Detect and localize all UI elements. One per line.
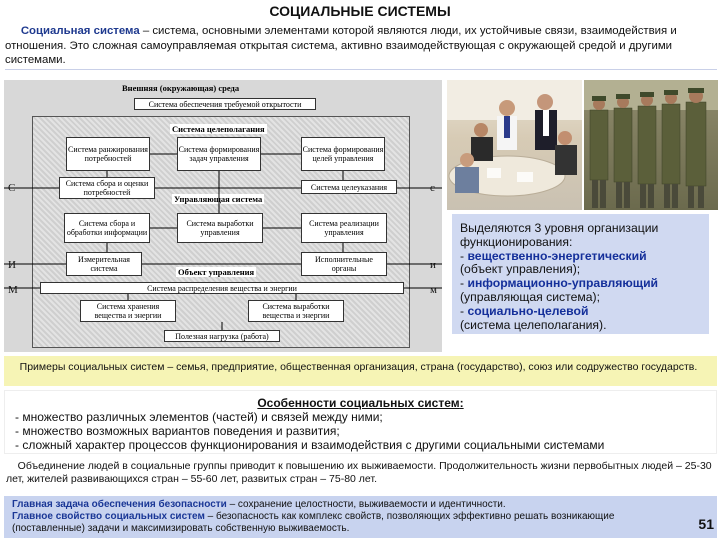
meeting-scene-image [447, 80, 582, 210]
diagram-box-14: Полезная нагрузка (работа) [164, 330, 280, 342]
bottom-line-1-title: Главная задача обеспечения безопасности [12, 499, 227, 510]
diagram-box-10: Исполнительные органы [301, 252, 387, 276]
support-system-box: Система обеспечения требуемой открытости [134, 98, 316, 110]
diagram-box-3: Система формирования целей управления [301, 137, 385, 171]
side-label-left-3: М [8, 284, 18, 296]
bottom-summary [4, 496, 717, 538]
features-section [4, 390, 717, 454]
bottom-line-2 [12, 511, 672, 535]
side-label-right-2: и [430, 259, 436, 271]
side-label-right-1: с [430, 182, 435, 194]
features-list [5, 410, 716, 452]
levels-intro: Выделяются 3 уровня организации функционирования: [460, 221, 659, 249]
union-text: Объединение людей в социальные группы приводит к повышению их выживаемости. Продолжительность жизни первобытных людей – 25-30 лет, жителей развивающихся стран – 55-60 лет, развитых стран – 75-80 лет. [6, 460, 712, 485]
bottom-line-1 [12, 499, 717, 511]
levels-item-3-name: социально-целевой [467, 303, 589, 318]
levels-item-1: - вещественно-энергетический [460, 248, 647, 263]
social-system-diagram [4, 80, 442, 352]
intro-text: – система, основными элементами которой являются люди, их устойчивые связи, взаимодействия и отношения. Это сложная самоуправляемая открытая система, активно взаимодействующая с окружающей средой и другими системами. [5, 25, 677, 66]
bottom-line-1-text: – сохранение целостности, выживаемости и идентичности. [226, 499, 506, 510]
goal-system-label: Система целеполагания [172, 124, 265, 134]
levels-box [452, 214, 709, 334]
bottom-line-2-title: Главное свойство социальных систем [12, 511, 205, 522]
levels-item-3: - социально-целевой [460, 303, 589, 318]
features-item: - множество возможных вариантов поведения и развития; [15, 424, 340, 438]
diagram-box-5: Система целеуказания [301, 180, 397, 194]
diagram-box-6: Система сбора и обработки информации [64, 213, 150, 243]
control-system-label: Управляющая система [174, 194, 263, 204]
features-heading-text: Особенности социальных систем [257, 396, 460, 410]
photo-meeting [447, 80, 582, 210]
photo-soldiers [584, 80, 718, 210]
control-object-label: Объект управления [178, 267, 255, 277]
diagram-box-12: Система хранения вещества и энергии [80, 300, 176, 322]
bottom-line-2-text: – безопасность как комплекс свойств, позволяющих эффективно решать возникающие (поставленные) задачи и максимизировать собственную выживаемость. [12, 511, 615, 534]
levels-item-2-name: информационно-управляющий [467, 276, 659, 291]
soldiers-scene-image [584, 80, 718, 210]
union-paragraph [4, 460, 719, 486]
side-label-left-2: И [8, 259, 16, 271]
features-item: - множество различных элементов (частей) и связей между ними; [15, 410, 383, 424]
page-number: 51 [698, 516, 714, 532]
features-item: - сложный характер процессов функционирования и взаимодействия с другими социальными системами [15, 438, 605, 452]
levels-item-2-note: (управляющая система); [460, 289, 600, 304]
diagram-box-2: Система формирования задач управления [177, 137, 261, 171]
examples-paragraph [4, 356, 717, 386]
side-label-left-1: С [8, 182, 16, 194]
intro-paragraph [5, 24, 717, 70]
levels-item-1-note: (объект управления); [460, 262, 581, 277]
levels-item-1-name: вещественно-энергетический [467, 248, 647, 263]
diagram-box-8: Система реализации управления [301, 213, 387, 243]
diagram-arrows [4, 80, 442, 352]
page-title: СОЦИАЛЬНЫЕ СИСТЕМЫ [269, 3, 451, 19]
intro-lead: Социальная система [20, 25, 140, 37]
diagram-box-9: Измерительная система [66, 252, 142, 276]
outer-env-label: Внешняя (окружающая) среда [122, 83, 240, 93]
diagram-box-7: Система выработки управления [177, 213, 263, 243]
examples-text: Примеры социальных систем – семья, предприятие, общественная организация, страна (государство), союз или содружество государств. [19, 361, 698, 373]
diagram-box-11: Система распределения вещества и энергии [40, 282, 404, 294]
side-label-right-3: м [430, 284, 437, 296]
levels-item-2: - информационно-управляющий [460, 276, 659, 291]
diagram-box-1: Система ранжирования потребностей [66, 137, 150, 171]
levels-item-3-note: (система целеполагания). [460, 317, 607, 332]
diagram-box-4: Система сбора и оценки потребностей [59, 177, 155, 199]
diagram-box-13: Система выработки вещества и энергии [248, 300, 344, 322]
features-heading: Особенности социальных систем: [257, 396, 464, 410]
